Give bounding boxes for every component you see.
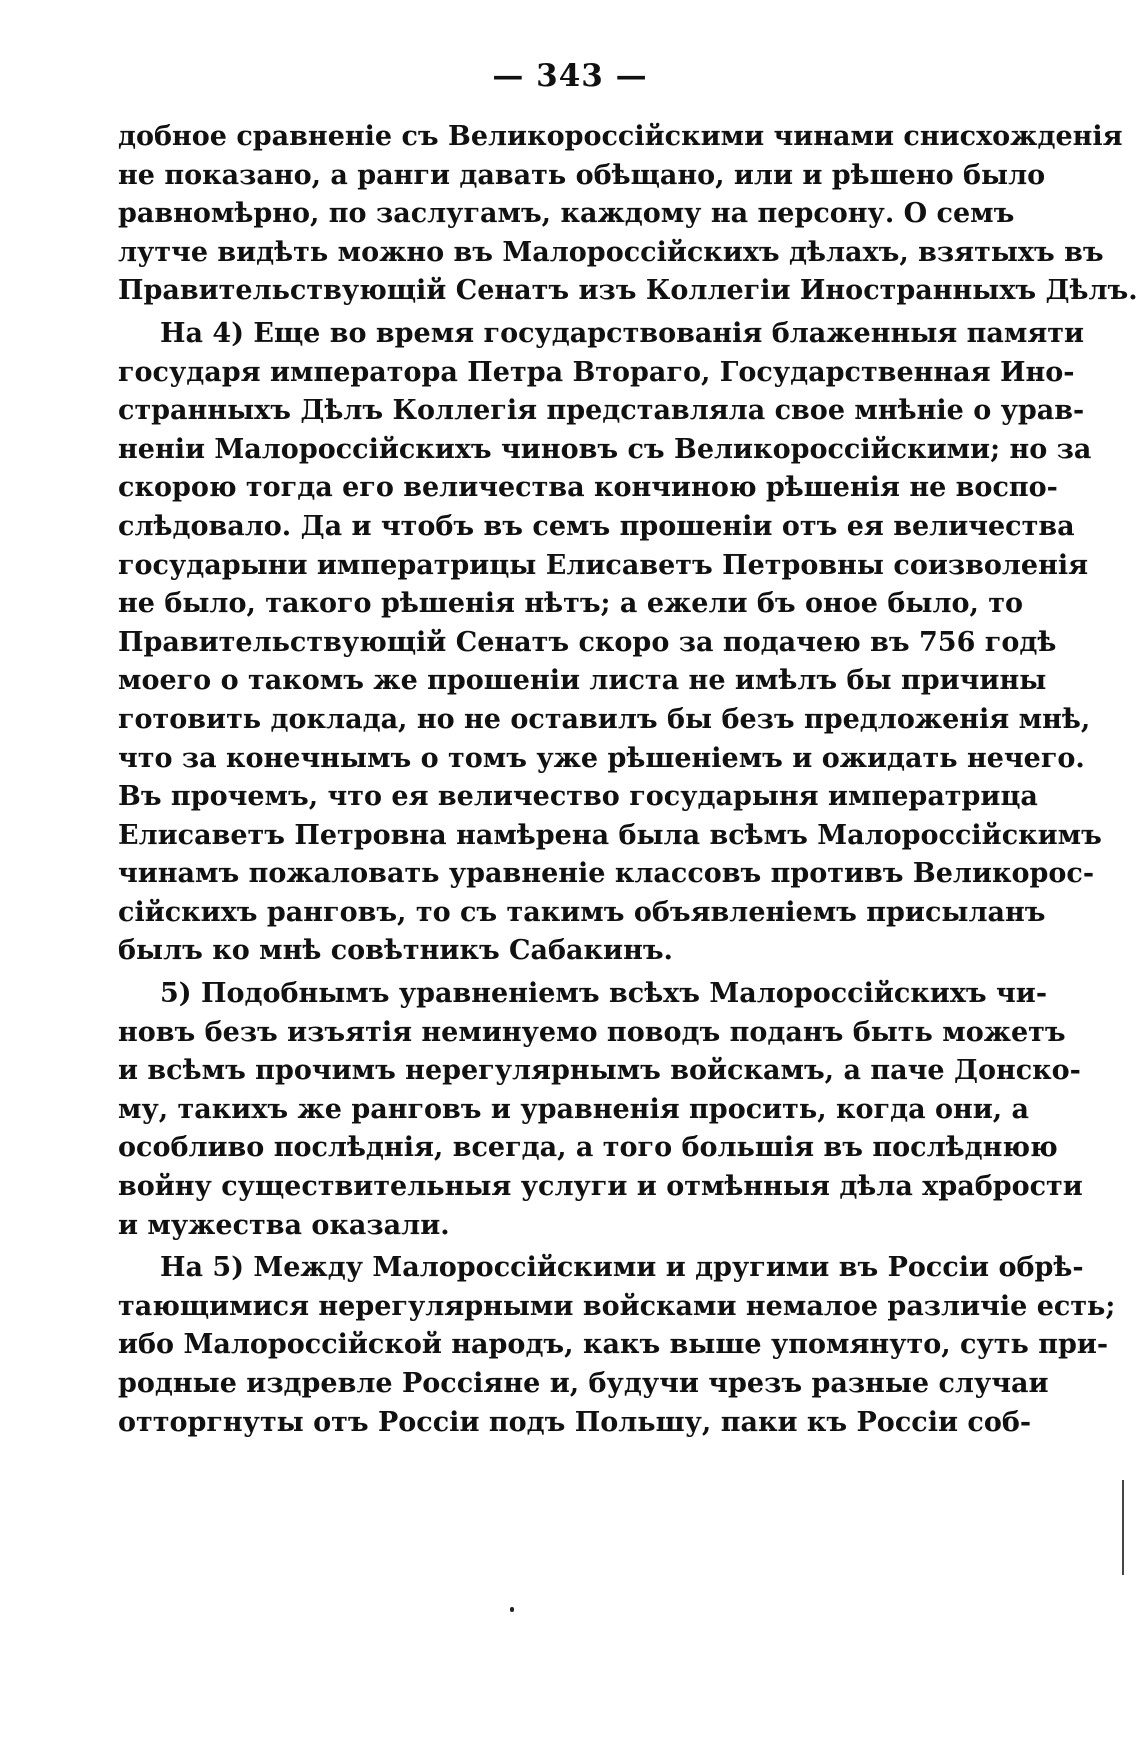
text-line: добное сравненіе съ Великороссійскими чинами снисхожденія — [118, 121, 1123, 152]
text-line: слѣдовало. Да и чтобъ въ семъ прошеніи отъ ея величества — [118, 510, 1075, 542]
paragraph — [118, 975, 1083, 1245]
text-line: равномѣрно, по заслугамъ, каждому на персону. О семъ — [118, 198, 1015, 230]
text-line: новъ безъ изъятія неминуемо поводъ поданъ быть можетъ — [118, 1016, 1066, 1048]
text-line: тающимися нерегулярными войсками немалое различіе есть; — [118, 1290, 1116, 1322]
text-line: государя императора Петра Втораго, Государственная Ино- — [118, 356, 1075, 388]
text-line: скорою тогда его величества кончиною рѣшенія не воспо- — [118, 472, 1058, 504]
text-line: моего о такомъ же прошеніи листа не имѣлъ бы причины — [118, 665, 1047, 697]
text-line: особливо послѣднія, всегда, а того большія въ послѣднюю — [118, 1132, 1058, 1164]
text-line: былъ ко мнѣ совѣтникъ Сабакинъ. — [118, 935, 673, 967]
text-line: и всѣмъ прочимъ нерегулярнымъ войскамъ, а паче Донско- — [118, 1055, 1081, 1087]
text-line: сійскихъ ранговъ, то съ такимъ объявленіемъ присыланъ — [118, 896, 1046, 928]
text-line: 5) Подобнымъ уравненіемъ всѣхъ Малороссійскихъ чи- — [160, 978, 1048, 1010]
text-line: На 4) Еще во время государствованія блаженныя памяти — [160, 317, 1085, 349]
text-line: чинамъ пожаловать уравненіе классовъ противъ Великорос- — [118, 858, 1095, 890]
paragraph — [118, 315, 1102, 971]
page-edge-mark — [1122, 1480, 1124, 1575]
text-line: неніи Малороссійскихъ чиновъ съ Великороссійскими; но за — [118, 433, 1092, 465]
text-line: родные издревле Россіяне и, будучи чрезъ разные случаи — [118, 1368, 1049, 1399]
text-line: что за конечнымъ о томъ уже рѣшеніемъ и ожидать нечего. — [118, 742, 1085, 774]
paragraph — [118, 118, 1138, 311]
text-line: Въ прочемъ, что ея величество государыня императрица — [118, 781, 1038, 813]
text-line: и мужества оказали. — [118, 1209, 450, 1241]
text-line: не показано, а ранги давать обѣщано, или и рѣшено было — [118, 159, 1046, 191]
text-line: му, такихъ же ранговъ и уравненія просить, когда они, а — [118, 1093, 1030, 1125]
body-text — [118, 118, 1138, 1442]
print-speck — [510, 1607, 514, 1612]
text-line: ибо Малороссійской народъ, какъ выше упомянуто, суть при- — [118, 1329, 1109, 1361]
text-line: Правительствующій Сенатъ скоро за подачею въ 756 годѣ — [118, 626, 1057, 658]
text-line: лутче видѣть можно въ Малороссійскихъ дѣлахъ, взятыхъ въ — [118, 236, 1104, 268]
text-line: войну существительныя услуги и отмѣнныя дѣла храбрости — [118, 1171, 1083, 1203]
paragraph — [118, 1249, 1116, 1442]
text-line: На 5) Между Малороссійскими и другими въ Россіи обрѣ- — [160, 1252, 1084, 1284]
text-line: государыни императрицы Елисаветъ Петровны соизволенія — [118, 549, 1089, 581]
page-number: — 343 — — [492, 58, 648, 94]
text-line: Правительствующій Сенатъ изъ Коллегіи Иностранныхъ Дѣлъ. — [118, 275, 1138, 307]
text-line: готовить доклада, но не оставилъ бы безъ предложенія мнѣ, — [118, 703, 1091, 735]
text-line: странныхъ Дѣлъ Коллегія представляла свое мнѣніе о урав- — [118, 395, 1085, 427]
text-line: Елисаветъ Петровна намѣрена была всѣмъ Малороссійскимъ — [118, 819, 1102, 851]
text-line: не было, такого рѣшенія нѣтъ; а ежели бъ оное было, то — [118, 588, 1024, 620]
text-line: отторгнуты отъ Россіи подъ Польшу, паки къ Россіи соб- — [118, 1406, 1032, 1438]
